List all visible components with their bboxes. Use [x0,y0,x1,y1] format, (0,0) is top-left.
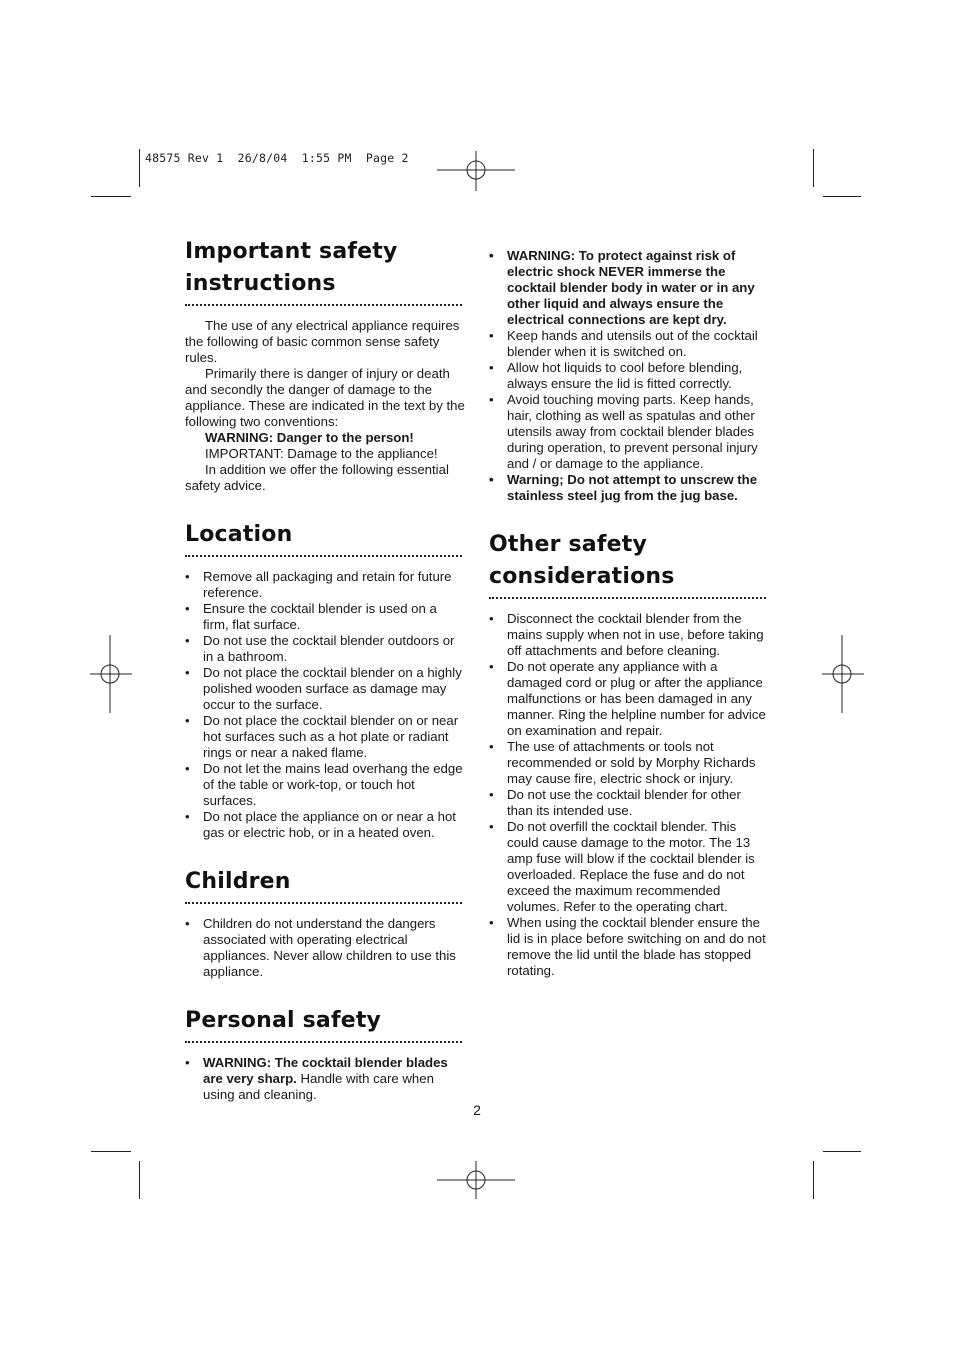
list-item-text: Handle with care when using and cleaning. [203,1071,434,1102]
warning-convention: WARNING: Danger to the person! [205,430,414,445]
children-heading: Children [185,869,291,894]
crop-mark-bottom-left-h [91,1151,131,1152]
intro-paragraph-1: The use of any electrical appliance requires the following of basic common sense safety rules. [185,318,460,365]
list-item: • Allow hot liquids to cool before blending, always ensure the lid is fitted correctly. [489,360,769,392]
list-item: • Do not place the cocktail blender on a highly polished wooden surface as damage may occur to the surface. [185,665,465,713]
list-item: • Do not place the cocktail blender on or near hot surfaces such as a hot plate or radiant rings or near a naked flame. [185,713,465,761]
list-item: • Do not use the cocktail blender for other than its intended use. [489,787,769,819]
list-item: • Do not let the mains lead overhang the edge of the table or work-top, or touch hot surfaces. [185,761,465,809]
other-safety-list [489,611,769,979]
registration-mark-bottom-icon [437,1161,517,1201]
crop-mark-top-right-h [823,196,861,197]
crop-mark-top-right-v [813,149,814,187]
important-convention: IMPORTANT: Damage to the appliance! [205,446,438,461]
dotted-divider [489,597,766,599]
list-item: • Avoid touching moving parts. Keep hands, hair, clothing as well as spatulas and other utensils away from cocktail blender blades during operation, to prevent personal injury and / or damage to the appliance. [489,392,769,472]
registration-mark-right-icon [822,635,864,715]
list-item [185,1055,465,1103]
crop-mark-bottom-left-v [139,1161,140,1199]
print-slug: 48575 Rev 1 26/8/04 1:55 PM Page 2 [145,151,409,165]
intro-paragraph-2: Primarily there is danger of injury or death and secondly the danger of damage to the appliance. These are indicated in the text by the following two conventions: [185,366,465,429]
dotted-divider [185,902,462,904]
location-heading: Location [185,522,293,547]
list-item: • Do not operate any appliance with a damaged cord or plug or after the appliance malfunctions or has been damaged in any manner. Ring the helpline number for advice on examination and repair. [489,659,769,739]
personal-safety-list [185,1055,465,1103]
page-number: 2 [473,1102,481,1118]
crop-mark-top-left-h [91,196,131,197]
other-safety-heading-line1: Other safety [489,532,648,557]
list-item: • Disconnect the cocktail blender from the mains supply when not in use, before taking off attachments and before cleaning. [489,611,769,659]
list-item: • Keep hands and utensils out of the cocktail blender when it is switched on. [489,328,769,360]
crop-mark-top-left-v [139,149,140,187]
location-section [185,519,465,841]
intro-paragraph-3: In addition we offer the following essential safety advice. [185,462,449,493]
important-safety-section [185,236,465,494]
left-column [185,236,465,1103]
other-safety-section [489,529,769,979]
other-safety-heading [489,529,769,597]
crop-mark-bottom-right-v [813,1161,814,1199]
registration-mark-left-icon [90,635,132,715]
dotted-divider [185,1041,462,1043]
right-column [489,248,769,979]
other-safety-heading-line2: considerations [489,564,675,589]
list-item: • Do not use the cocktail blender outdoors or in a bathroom. [185,633,465,665]
list-item: • WARNING: To protect against risk of electric shock NEVER immerse the cocktail blender body in water or in any other liquid and always ensure the electrical connections are kept dry. [489,248,769,328]
list-item: • Warning; Do not attempt to unscrew the stainless steel jug from the jug base. [489,472,769,504]
crop-mark-bottom-right-h [823,1151,861,1152]
dotted-divider [185,304,462,306]
list-item: • Ensure the cocktail blender is used on a firm, flat surface. [185,601,465,633]
location-list [185,569,465,841]
list-item: • Children do not understand the dangers associated with operating electrical appliances. Never allow children to use this appliance. [185,916,465,980]
safety-continued-list [489,248,769,504]
personal-safety-section [185,1005,465,1103]
personal-safety-heading: Personal safety [185,1008,382,1033]
list-item: • Do not overfill the cocktail blender. This could cause damage to the motor. The 13 amp fuse will blow if the cocktail blender is overloaded. Replace the fuse and do not exceed the maximum recommended volumes. Refer to the operating chart. [489,819,769,915]
warning-text: WARNING: The cocktail blender blades are very sharp. [203,1055,448,1086]
list-item: • Do not place the appliance on or near a hot gas or electric hob, or in a heated oven. [185,809,465,841]
important-safety-heading-line2: instructions [185,271,336,296]
important-safety-heading-line1: Important safety [185,239,398,264]
list-item: • Remove all packaging and retain for future reference. [185,569,465,601]
dotted-divider [185,555,462,557]
registration-mark-top-icon [437,151,517,191]
list-item: • The use of attachments or tools not recommended or sold by Morphy Richards may cause fire, electric shock or injury. [489,739,769,787]
important-safety-heading [185,236,465,304]
list-item: • When using the cocktail blender ensure the lid is in place before switching on and do not remove the lid until the blade has stopped rotating. [489,915,769,979]
children-section [185,866,465,980]
children-list [185,916,465,980]
